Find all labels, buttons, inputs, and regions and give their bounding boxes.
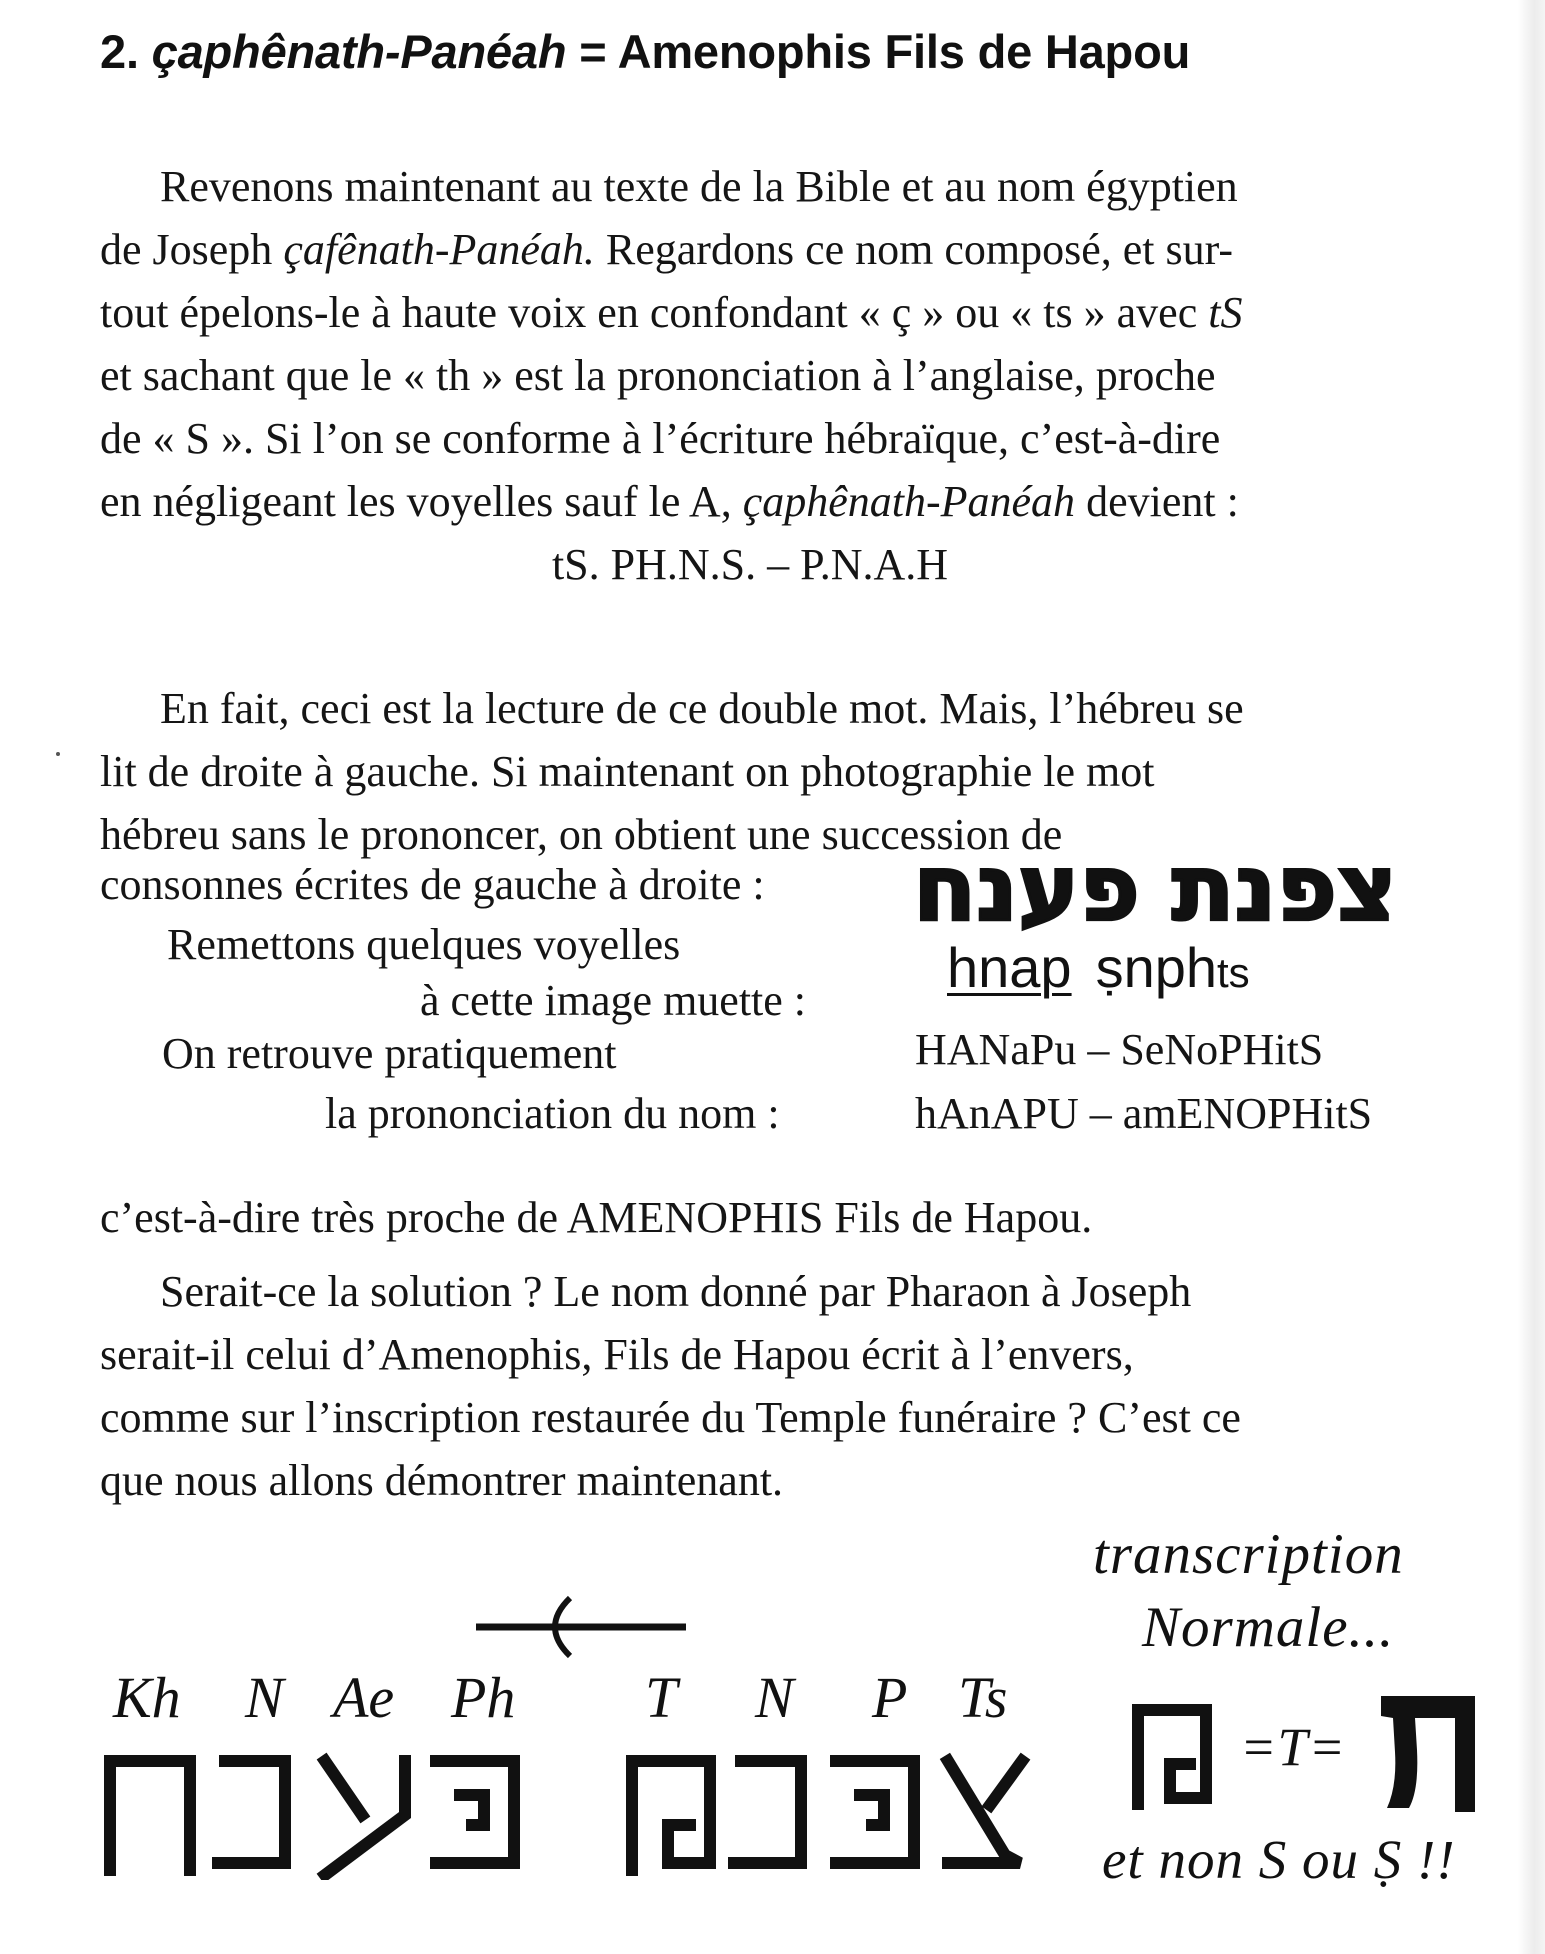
paragraph-1-line [100, 155, 1440, 218]
vowels-label-1: Remettons quelques voyelles [167, 920, 681, 969]
letter-pe-icon [436, 1761, 514, 1863]
paragraph-1-line [100, 344, 1440, 407]
paragraph-1-line [100, 218, 1440, 281]
paragraph-2-line: hébreu sans le prononcer, on obtient une succession de [100, 810, 1063, 859]
text-run: Regardons ce nom composé, et sur- [594, 225, 1234, 274]
paragraph-2 [100, 677, 1440, 866]
pron-label-1: On retrouve pratiquement [162, 1029, 617, 1078]
side-note-equation: =T= [1240, 1717, 1346, 1777]
vowels-label-2: à cette image muette : [420, 976, 807, 1025]
heading-number: 2. [100, 25, 139, 78]
letter-chet-icon [110, 1761, 190, 1870]
arrow-left-icon [470, 1592, 690, 1662]
text-run: tout épelons-le à haute voix en confondant « ç » ou « ts » avec [100, 288, 1209, 337]
glyph-label-ae: Ae [333, 1665, 395, 1730]
letter-pe2-icon [836, 1761, 914, 1863]
text-run: et sachant que le « th » est la prononciation à l’anglaise, proche [100, 351, 1216, 400]
latin-transcription [947, 935, 1250, 1000]
glyph-label-n: N [245, 1665, 284, 1730]
italic-run: çaphênath-Panéah [742, 477, 1076, 526]
paragraph-3-line: serait-il celui d’Amenophis, Fils de Hapou écrit à l’envers, [100, 1330, 1134, 1379]
heading-italic-name: çaphênath-Panéah [151, 25, 567, 78]
latin-first: hnap [947, 936, 1072, 999]
paragraph-1 [100, 155, 1440, 533]
letter-nun-icon [218, 1761, 285, 1863]
text-run: de « S ». Si l’on se conforme à l’écriture hébraïque, c’est-à-dire [100, 414, 1221, 463]
paragraph-2-line [100, 677, 1440, 740]
hebrew-chet-icon [1373, 1690, 1483, 1815]
text-run: de Joseph [100, 225, 284, 274]
latin-second-small: ts [1217, 949, 1250, 996]
pron-value-1: HANaPu – SeNoPHitS [915, 1025, 1324, 1074]
hebrew-block-letters-icon [915, 844, 1395, 936]
italic-run: çafênath-Panéah. [283, 225, 595, 274]
paragraph-1-line [100, 470, 1440, 533]
latin-second: ṣnph [1095, 936, 1218, 999]
text-run: Serait-ce la solution ? Le nom donné par Pharaon à Joseph [160, 1267, 1192, 1316]
glyph-label-kh: Kh [113, 1665, 181, 1730]
text-run: devient : [1075, 477, 1239, 526]
paragraph-3 [100, 1260, 1440, 1512]
glyph-label-t: T [645, 1665, 678, 1730]
side-note-line1: transcription [1093, 1523, 1404, 1586]
glyph-label-ph: Ph [451, 1665, 516, 1730]
hebrew-word-image [915, 844, 1395, 936]
paragraph-2-last-line: consonnes écrites de gauche à droite : [100, 860, 765, 909]
page-edge-shadow [1518, 0, 1545, 1954]
paragraph-2-line: lit de droite à gauche. Si maintenant on photographie le mot [100, 747, 1155, 796]
glyph-label-ts: Ts [958, 1665, 1008, 1730]
paragraph-3-line [100, 1260, 1440, 1323]
side-note-line2: Normale... [1142, 1596, 1395, 1659]
pron-value-2: hAnAPU – amENOPHitS [915, 1089, 1373, 1138]
transliteration-line: tS. PH.N.S. – P.N.A.H [551, 540, 949, 589]
text-run: Revenons maintenant au texte de la Bible et au nom égyptien [160, 162, 1238, 211]
glyph-label-p: P [872, 1665, 908, 1730]
letter-ayin-icon [325, 1761, 405, 1875]
glyph-label-n2: N [755, 1665, 794, 1730]
letter-tsade-icon [948, 1761, 1022, 1863]
geometric-hebrew-letters [100, 1745, 1035, 1880]
hebrew-word-text: צפנת פענח [915, 844, 1395, 936]
paragraph-3-line: que nous allons démontrer maintenant. [100, 1456, 784, 1505]
letter-nun2-icon [734, 1761, 801, 1863]
text-run: En fait, ceci est la lecture de ce double mot. Mais, l’hébreu se [160, 684, 1244, 733]
paragraph-3-line: comme sur l’inscription restaurée du Temple funéraire ? C’est ce [100, 1393, 1241, 1442]
stray-dot [56, 752, 60, 756]
italic-run: tS [1208, 288, 1243, 337]
paragraph-1-line [100, 281, 1440, 344]
conclusion-line: c’est-à-dire très proche de AMENOPHIS Fils de Hapou. [100, 1193, 1093, 1242]
heading-rest: = Amenophis Fils de Hapou [566, 25, 1191, 78]
letter-tav-icon [632, 1761, 710, 1870]
side-note-footer: et non S ou Ṣ !! [1102, 1829, 1456, 1890]
spiral-tav-icon [1128, 1700, 1218, 1810]
section-heading [100, 24, 1500, 79]
text-run: en négligeant les voyelles sauf le A, [100, 477, 743, 526]
paragraph-1-line [100, 407, 1440, 470]
pron-label-2: la prononciation du nom : [325, 1089, 780, 1138]
